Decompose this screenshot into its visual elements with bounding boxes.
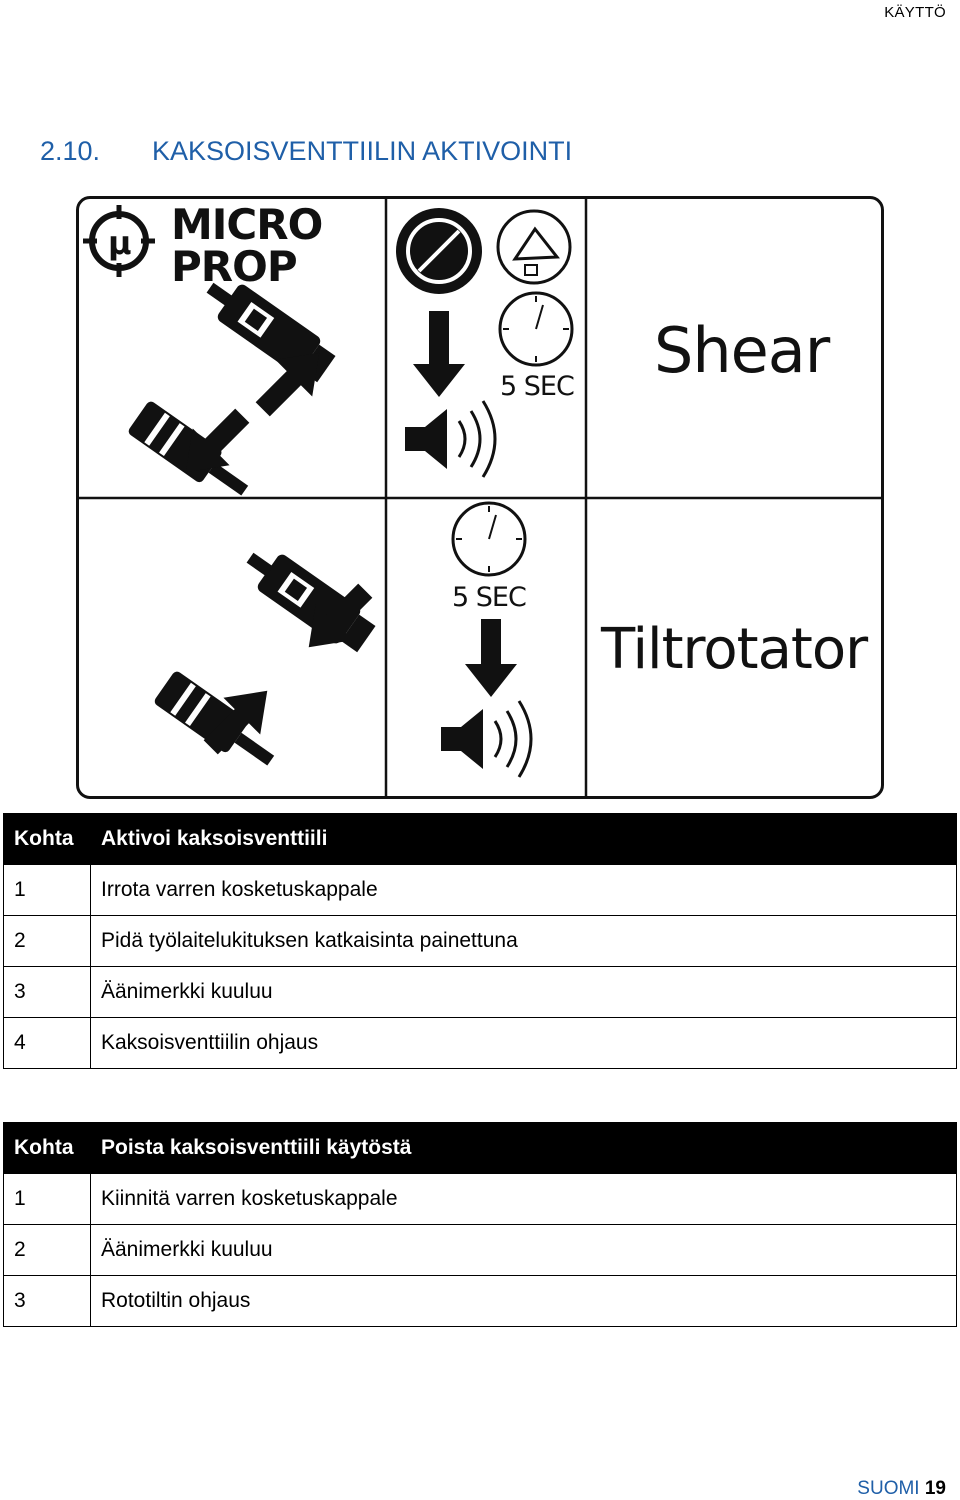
page-number: 19 [924,1478,946,1499]
row-number: 3 [4,1276,91,1327]
header-description: Aktivoi kaksoisventtiili [91,814,957,865]
logo-prop-text: PROP [171,242,297,291]
speaker-icon-2 [441,701,531,777]
row-text: Äänimerkki kuuluu [91,1225,957,1276]
timer-label-1: 5 SEC [500,371,574,402]
section-title [40,136,572,167]
section-number: 2.10. [40,136,101,166]
timer-icon-1 [500,293,572,365]
row-number: 4 [4,1018,91,1069]
activation-diagram [76,196,884,799]
activate-table [3,813,957,1069]
row-number: 1 [4,865,91,916]
work-tool-lock-switch-icon [396,208,482,294]
arrow-down-icon [413,311,465,397]
shear-label: Shear [654,314,830,387]
microprop-logo-icon [83,205,155,277]
row-text: Kiinnitä varren kosketuskappale [91,1174,957,1225]
header-description: Poista kaksoisventtiili käytöstä [91,1123,957,1174]
speaker-icon-1 [405,401,495,477]
row-text: Rototiltin ohjaus [91,1276,957,1327]
timer-icon-2 [453,503,525,575]
lock-icon [498,211,570,283]
row-number: 2 [4,916,91,967]
timer-label-2: 5 SEC [452,582,526,613]
page-footer [857,1478,946,1500]
row-text: Irrota varren kosketuskappale [91,865,957,916]
table-header-row [4,814,957,865]
svg-text:μ: μ [108,224,132,262]
logo-micro-text: MICRO [171,200,323,249]
connector-lower-icon-2 [153,670,282,777]
header-kohta: Kohta [4,1123,91,1174]
row-text: Äänimerkki kuuluu [91,967,957,1018]
row-text: Kaksoisventtiilin ohjaus [91,1018,957,1069]
row-number: 1 [4,1174,91,1225]
row-text: Pidä työlaitelukituksen katkaisinta painettuna [91,916,957,967]
table-row [4,1018,957,1069]
table-row [4,1174,957,1225]
row-number: 2 [4,1225,91,1276]
tiltrotator-label: Tiltrotator [601,617,868,682]
header-section-label: KÄYTTÖ [884,4,946,21]
header-kohta: Kohta [4,814,91,865]
table-row [4,916,957,967]
footer-language: SUOMI [857,1478,920,1499]
table-row [4,967,957,1018]
table-row [4,1225,957,1276]
section-heading: KAKSOISVENTTIILIN AKTIVOINTI [152,136,573,166]
table-row [4,865,957,916]
table-row [4,1276,957,1327]
deactivate-table [3,1122,957,1327]
row-number: 3 [4,967,91,1018]
arrow-down-icon-2 [465,619,517,697]
table-header-row [4,1123,957,1174]
